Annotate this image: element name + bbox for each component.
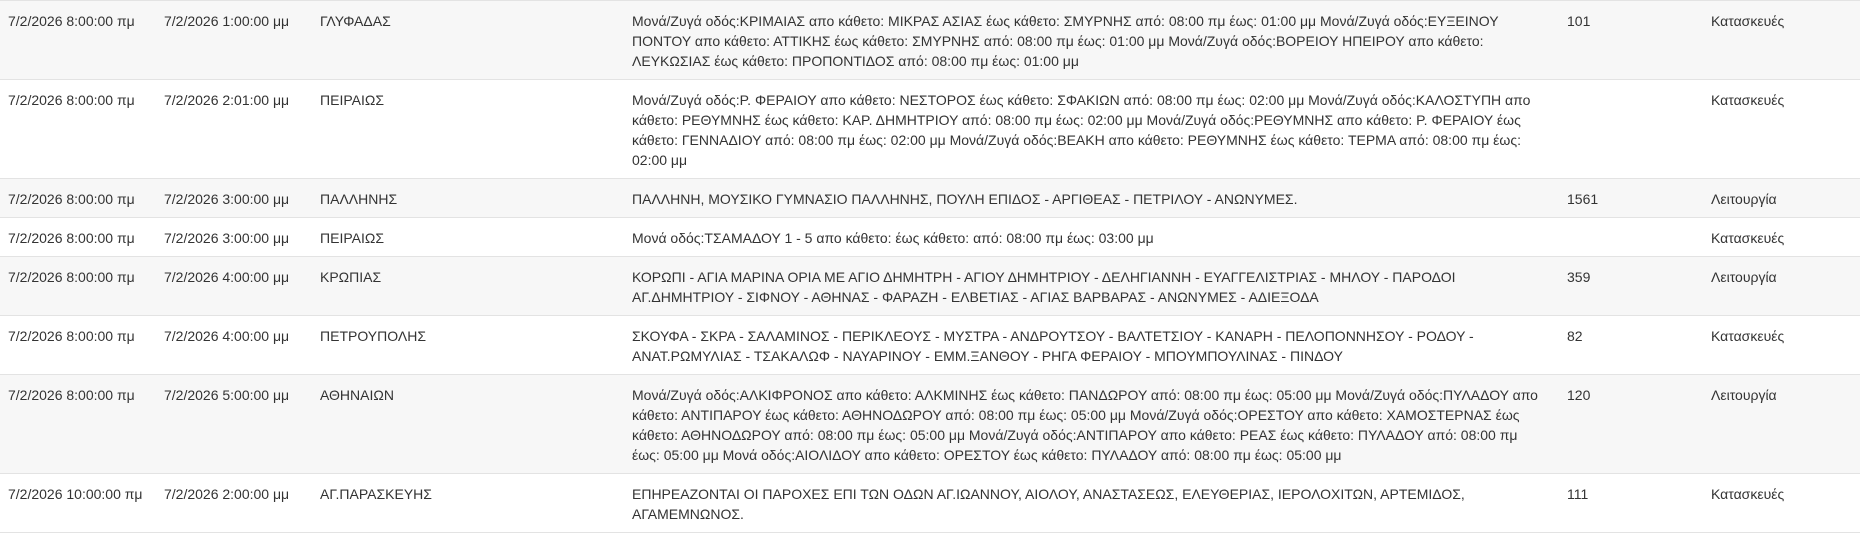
outage-type: Κατασκευές — [1711, 230, 1785, 246]
municipality: ΠΕΤΡΟΥΠΟΛΗΣ — [320, 328, 426, 344]
end-datetime: 7/2/2026 3:00:00 μμ — [164, 230, 290, 246]
start-datetime: 7/2/2026 8:00:00 πμ — [8, 92, 135, 108]
end-datetime: 7/2/2026 5:00:00 μμ — [164, 387, 290, 403]
outage-type: Κατασκευές — [1711, 13, 1785, 29]
outage-type: Κατασκευές — [1711, 486, 1785, 502]
municipality: ΑΘΗΝΑΙΩΝ — [320, 387, 394, 403]
table-row — [0, 179, 1860, 218]
notice-number: 101 — [1567, 13, 1591, 29]
municipality: ΠΑΛΛΗΝΗΣ — [320, 191, 398, 207]
notice-number: 111 — [1567, 486, 1589, 502]
affected-streets: Μονά/Ζυγά οδός:ΚΡΙΜΑΙΑΣ απο κάθετο: ΜΙΚΡΑΣ ΑΣΙΑΣ έως κάθετο: ΣΜΥΡΝΗΣ από: 08:00 πμ έως: 01:00 μμ Μονά/Ζυγά οδός:ΕΥΞΕΙΝΟΥ ΠΟΝΤΟΥ απο κάθετο: ΑΤΤΙΚΗΣ έως κάθετο: ΣΜΥΡΝΗΣ από: 08:00 πμ έως: 01:00 μμ Μονά/Ζυγά οδός:ΒΟΡΕΙΟΥ ΗΠΕΙΡΟΥ απο κάθετο: ΛΕΥΚΩΣΙΑΣ έως κάθετο: ΠΡΟΠΟΝΤΙΔΟΣ από: 08:00 πμ έως: 01:00 μμ — [632, 13, 1499, 69]
end-datetime: 7/2/2026 3:00:00 μμ — [164, 191, 290, 207]
affected-streets: ΠΑΛΛΗΝΗ, ΜΟΥΣΙΚΟ ΓΥΜΝΑΣΙΟ ΠΑΛΛΗΝΗΣ, ΠΟΥΛΗ ΕΠΙΔΟΣ - ΑΡΓΙΘΕΑΣ - ΠΕΤΡΙΛΟΥ - ΑΝΩΝΥΜΕΣ. — [632, 191, 1298, 207]
notice-number: 120 — [1567, 387, 1591, 403]
start-datetime: 7/2/2026 8:00:00 πμ — [8, 387, 135, 403]
table-row — [0, 474, 1860, 533]
table-row — [0, 218, 1860, 257]
notice-number: 1561 — [1567, 191, 1599, 207]
municipality: ΠΕΙΡΑΙΩΣ — [320, 230, 384, 246]
notice-number: 359 — [1567, 269, 1591, 285]
municipality: ΠΕΙΡΑΙΩΣ — [320, 92, 384, 108]
end-datetime: 7/2/2026 2:00:00 μμ — [164, 486, 290, 502]
end-datetime: 7/2/2026 2:01:00 μμ — [164, 92, 290, 108]
end-datetime: 7/2/2026 1:00:00 μμ — [164, 13, 290, 29]
table-row — [0, 316, 1860, 375]
outage-type: Λειτουργία — [1711, 269, 1777, 285]
end-datetime: 7/2/2026 4:00:00 μμ — [164, 269, 290, 285]
affected-streets: ΚΟΡΩΠΙ - ΑΓΙΑ ΜΑΡΙΝΑ ΟΡΙΑ ΜΕ ΑΓΙΟ ΔΗΜΗΤΡΗ - ΑΓΙΟΥ ΔΗΜΗΤΡΙΟΥ - ΔΕΛΗΓΙΑΝΝΗ - ΕΥΑΓΓΕΛΙΣΤΡΙΑΣ - ΜΗΛΟΥ - ΠΑΡΟΔΟΙ ΑΓ.ΔΗΜΗΤΡΙΟΥ - ΣΙΦΝΟΥ - ΑΘΗΝΑΣ - ΦΑΡΑΖΗ - ΕΛΒΕΤΙΑΣ - ΑΓΙΑΣ ΒΑΡΒΑΡΑΣ - ΑΝΩΝΥΜΕΣ - ΑΔΙΕΞΟΔΑ — [632, 269, 1456, 305]
outage-type: Λειτουργία — [1711, 191, 1777, 207]
notice-number: 82 — [1567, 328, 1583, 344]
outage-type: Λειτουργία — [1711, 387, 1777, 403]
municipality: ΑΓ.ΠΑΡΑΣΚΕΥΗΣ — [320, 486, 432, 502]
outage-type: Κατασκευές — [1711, 328, 1785, 344]
affected-streets: Μονά οδός:ΤΣΑΜΑΔΟΥ 1 - 5 απο κάθετο: έως κάθετο: από: 08:00 πμ έως: 03:00 μμ — [632, 230, 1154, 246]
end-datetime: 7/2/2026 4:00:00 μμ — [164, 328, 290, 344]
start-datetime: 7/2/2026 8:00:00 πμ — [8, 269, 135, 285]
table-row — [0, 1, 1860, 80]
start-datetime: 7/2/2026 8:00:00 πμ — [8, 328, 135, 344]
affected-streets: ΕΠΗΡΕΑΖΟΝΤΑΙ ΟΙ ΠΑΡΟΧΕΣ ΕΠΙ ΤΩΝ ΟΔΩΝ ΑΓ.ΙΩΑΝΝΟΥ, ΑΙΟΛΟΥ, ΑΝΑΣΤΑΣΕΩΣ, ΕΛΕΥΘΕΡΙΑΣ, ΙΕΡΟΛΟΧΙΤΩΝ, ΑΡΤΕΜΙΔΟΣ, ΑΓΑΜΕΜΝΩΝΟΣ. — [632, 486, 1465, 522]
table-row — [0, 80, 1860, 179]
start-datetime: 7/2/2026 10:00:00 πμ — [8, 486, 143, 502]
affected-streets: Μονά/Ζυγά οδός:Ρ. ΦΕΡΑΙΟΥ απο κάθετο: ΝΕΣΤΟΡΟΣ έως κάθετο: ΣΦΑΚΙΩΝ από: 08:00 πμ έως: 02:00 μμ Μονά/Ζυγά οδός:ΚΑΛΟΣΤΥΠΗ απο κάθετο: ΡΕΘΥΜΝΗΣ έως κάθετο: ΚΑΡ. ΔΗΜΗΤΡΙΟΥ από: 08:00 πμ έως: 02:00 μμ Μονά/Ζυγά οδός:ΡΕΘΥΜΝΗΣ απο κάθετο: Ρ. ΦΕΡΑΙΟΥ έως κάθετο: ΓΕΝΝΑΔΙΟΥ από: 08:00 πμ έως: 02:00 μμ Μονά/Ζυγά οδός:ΒΕΑΚΗ απο κάθετο: ΡΕΘΥΜΝΗΣ έως κάθετο: ΤΕΡΜΑ από: 08:00 πμ έως: 02:00 μμ — [632, 92, 1531, 168]
affected-streets: Μονά/Ζυγά οδός:ΑΛΚΙΦΡΟΝΟΣ απο κάθετο: ΑΛΚΜΙΝΗΣ έως κάθετο: ΠΑΝΔΩΡΟΥ από: 08:00 πμ έως: 05:00 μμ Μονά/Ζυγά οδός:ΠΥΛΑΔΟΥ απο κάθετο: ΑΝΤΙΠΑΡΟΥ έως κάθετο: ΑΘΗΝΟΔΩΡΟΥ από: 08:00 πμ έως: 05:00 μμ Μονά/Ζυγά οδός:ΟΡΕΣΤΟΥ απο κάθετο: ΧΑΜΟΣΤΕΡΝΑΣ έως κάθετο: ΑΘΗΝΟΔΩΡΟΥ από: 08:00 πμ έως: 05:00 μμ Μονά/Ζυγά οδός:ΑΝΤΙΠΑΡΟΥ απο κάθετο: ΡΕΑΣ έως κάθετο: ΠΥΛΑΔΟΥ από: 08:00 πμ έως: 05:00 μμ Μονά οδός:ΑΙΟΛΙΔΟΥ απο κάθετο: ΟΡΕΣΤΟΥ έως κάθετο: ΠΥΛΑΔΟΥ από: 08:00 πμ έως: 05:00 μμ — [632, 387, 1538, 463]
table-row — [0, 257, 1860, 316]
table-row — [0, 375, 1860, 474]
start-datetime: 7/2/2026 8:00:00 πμ — [8, 230, 135, 246]
municipality: ΚΡΩΠΙΑΣ — [320, 269, 382, 285]
affected-streets: ΣΚΟΥΦΑ - ΣΚΡΑ - ΣΑΛΑΜΙΝΟΣ - ΠΕΡΙΚΛΕΟΥΣ - ΜΥΣΤΡΑ - ΑΝΔΡΟΥΤΣΟΥ - ΒΑΛΤΕΤΣΙΟΥ - ΚΑΝΑΡΗ - ΠΕΛΟΠΟΝΝΗΣΟΥ - ΡΟΔΟΥ - ΑΝΑΤ.ΡΩΜΥΛΙΑΣ - ΤΣΑΚΑΛΩΦ - ΝΑΥΑΡΙΝΟΥ - ΕΜΜ.ΞΑΝΘΟΥ - ΡΗΓΑ ΦΕΡΑΙΟΥ - ΜΠΟΥΜΠΟΥΛΙΝΑΣ - ΠΙΝΔΟΥ — [632, 328, 1474, 364]
start-datetime: 7/2/2026 8:00:00 πμ — [8, 13, 135, 29]
outage-type: Κατασκευές — [1711, 92, 1785, 108]
municipality: ΓΛΥΦΑΔΑΣ — [320, 13, 391, 29]
start-datetime: 7/2/2026 8:00:00 πμ — [8, 191, 135, 207]
